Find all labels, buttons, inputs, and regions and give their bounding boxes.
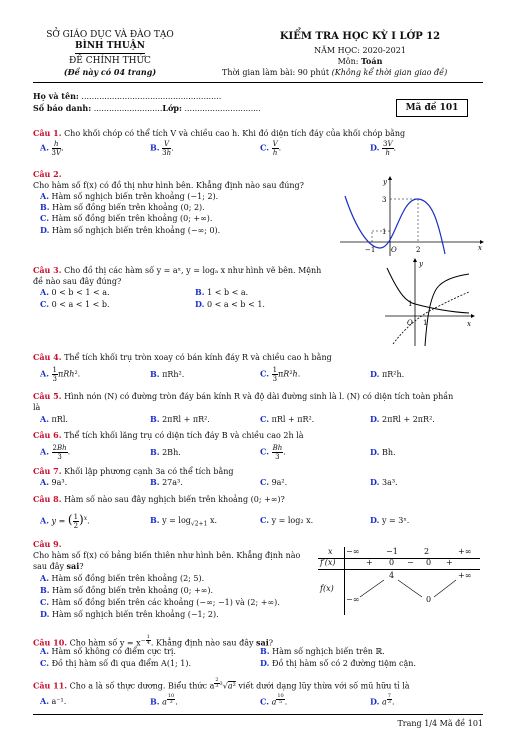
time-label: Thời gian làm bài: 90 phút xyxy=(222,68,332,77)
question-2: Cho hàm số f(x) có đồ thị như hình bên. Khẳng định nào sau đúng? xyxy=(33,181,304,190)
q5-answer-c[interactable]: C. πRl + πR². xyxy=(260,414,315,424)
header-rule-left xyxy=(75,53,145,54)
svg-text:2: 2 xyxy=(416,246,421,254)
question-7: Câu 7. Khối lập phương cạnh 3a có thể tích bằng xyxy=(33,466,234,476)
question-5: Câu 5. Hình nón (N) có đường tròn đáy bán kính R và độ dài đường sinh là l. (N) có diện tích toàn phần xyxy=(33,391,454,401)
school-year: NĂM HỌC: 2020-2021 xyxy=(314,46,406,55)
question-1: Câu 1. Cho khối chóp có thể tích V và chiều cao h. Khi đó diện tích đáy của khối chóp bằng xyxy=(33,128,406,138)
dept-line1: SỞ GIÁO DỤC VÀ ĐÀO TẠO xyxy=(46,30,174,40)
q4-answer-a[interactable]: A. $\frac{1}{3}$ πRh². xyxy=(40,366,81,383)
q3-answer-b[interactable]: B. 1 < b < a. xyxy=(195,287,249,297)
q10-answer-b[interactable]: B. Hàm số nghịch biến trên ℝ. xyxy=(260,646,385,656)
q1-answer-d[interactable]: D. $\frac{3V}{h}$ . xyxy=(370,140,397,157)
q7-answer-b[interactable]: B. 27a³. xyxy=(150,477,183,487)
q8-answer-c[interactable]: C. y = log₂ x. xyxy=(260,515,314,525)
svg-text:1: 1 xyxy=(382,228,387,236)
svg-text:x: x xyxy=(467,320,471,328)
q5-answer-a[interactable]: A. πRl. xyxy=(40,414,68,424)
question-4: Câu 4. Thể tích khối trụ tròn xoay có bán kính đáy R và chiều cao h bằng xyxy=(33,352,332,362)
q6-answer-c[interactable]: C. $\frac{Bh}{3}$ . xyxy=(260,444,286,461)
id-dots[interactable]: ........................... xyxy=(93,104,163,113)
svg-text:y: y xyxy=(383,178,387,186)
class-dots[interactable]: .............................. xyxy=(184,104,261,113)
question-5-line2: là xyxy=(33,403,41,412)
pages-note: (Đề này có 04 trang) xyxy=(63,67,157,77)
class-label: Lớp: xyxy=(162,103,182,113)
svg-text:O: O xyxy=(391,246,397,254)
q2-answer-a[interactable]: A. Hàm số nghịch biến trên khoảng (−1; 2). xyxy=(40,191,219,201)
q5-answer-b[interactable]: B. 2πRl + πR². xyxy=(150,414,210,424)
svg-text:3: 3 xyxy=(382,196,387,204)
q8-answer-b[interactable]: B. $y = \log_{√2+1} x$. xyxy=(150,515,218,528)
question-3: Câu 3. Cho đồ thị các hàm số y = aˣ, y = logₐ x như hình vẽ bên. Mệnh xyxy=(33,265,322,275)
q10-answer-c[interactable]: C. Đồ thị hàm số đi qua điểm A(1; 1). xyxy=(40,658,192,668)
header-rule xyxy=(33,82,483,83)
q1-answer-a[interactable]: A. $\frac{h}{3V}$ . xyxy=(40,140,64,157)
time-note: (Không kể thời gian giao đề) xyxy=(331,68,448,77)
q6-answer-d[interactable]: D. Bh. xyxy=(370,447,396,457)
question-9-line2: sau đây sai? xyxy=(33,561,84,571)
q11-answer-b[interactable]: B. a $^{\frac{10}{3}}$ . xyxy=(150,693,178,707)
q6-answer-a[interactable]: A. $\frac{2Bh}{3}$ . xyxy=(40,444,71,461)
q4-answer-c[interactable]: C. $\frac{1}{3}$ πR²h. xyxy=(260,366,301,383)
graph-q3-exp-curve xyxy=(387,268,469,313)
subject: Toán xyxy=(361,56,383,66)
q10-answer-d[interactable]: D. Đồ thị hàm số có 2 đường tiệm cận. xyxy=(260,658,416,668)
q9-answer-b[interactable]: B. Hàm số đồng biến trên khoảng (0; +∞). xyxy=(40,585,213,595)
name-label: Họ và tên: xyxy=(33,91,79,101)
q2-answer-c[interactable]: C. Hàm số đồng biến trên khoảng (0; +∞). xyxy=(40,213,213,223)
question-10: Câu 10. Cho hàm số $y = x^{- \frac{1}{4}}$ . Khẳng định nào sau đây sai? xyxy=(33,634,274,648)
q4-answer-d[interactable]: D. πR²h. xyxy=(370,369,405,379)
exam-code-box: Mã đề 101 xyxy=(396,99,468,117)
exam-title: KIỂM TRA HỌC KỲ I LỚP 12 xyxy=(279,31,441,42)
q3-answer-c[interactable]: C. 0 < a < 1 < b. xyxy=(40,299,110,309)
variation-table: x f′(x) f(x) −∞ −1 2 +∞ + 0 − 0 + −∞ 4 0 +∞ xyxy=(318,547,484,617)
page-footer: Trang 1/4 Mã đề 101 xyxy=(397,719,483,728)
q10-answer-a[interactable]: A. Hàm số không có điểm cực trị. xyxy=(40,646,176,656)
id-line xyxy=(33,103,261,114)
id-label: Số báo danh: xyxy=(33,103,92,113)
svg-text:1: 1 xyxy=(408,300,413,308)
svg-text:1: 1 xyxy=(423,319,428,327)
dept-line2: BÌNH THUẬN xyxy=(75,41,145,51)
q7-answer-c[interactable]: C. 9a². xyxy=(260,477,288,487)
svg-text:x: x xyxy=(478,244,482,252)
official-label: ĐỀ CHÍNH THỨC xyxy=(69,56,151,66)
q1-answer-c[interactable]: C. $\frac{V}{h}$ . xyxy=(260,140,282,157)
svg-text:−1: −1 xyxy=(365,246,376,254)
question-6: Câu 6. Thể tích khối lăng trụ có diện tích đáy B và chiều cao 2h là xyxy=(33,430,304,440)
question-9-label: Câu 9. xyxy=(33,539,62,549)
question-11: Câu 11. Cho a là số thực dương. Biểu thức a $^{\frac{2}{3}}$ $^3$√a² viết dưới dạng lũy thừa với số mũ hữu tỉ là xyxy=(33,677,410,691)
q7-answer-a[interactable]: A. 9a³. xyxy=(40,477,68,487)
q5-answer-d[interactable]: D. 2πRl + 2πR². xyxy=(370,414,435,424)
q7-answer-d[interactable]: D. 3a³. xyxy=(370,477,398,487)
q9-answer-a[interactable]: A. Hàm số đồng biến trên khoảng (2; 5). xyxy=(40,573,205,583)
q11-answer-d[interactable]: D. a $^{\frac{7}{3}}$ . xyxy=(370,693,395,707)
graph-q3-log-curve xyxy=(425,274,469,346)
q1-answer-b[interactable]: B. $\frac{V}{3h}$ . xyxy=(150,140,174,157)
question-9: Cho hàm số f(x) có bảng biến thiên như hình bên. Khẳng định nào xyxy=(33,551,301,560)
q2-answer-d[interactable]: D. Hàm số nghịch biến trên khoảng (−∞; 0). xyxy=(40,225,221,235)
question-8: Câu 8. Hàm số nào sau đây nghịch biến trên khoảng (0; +∞)? xyxy=(33,494,285,504)
graph-q3 xyxy=(385,258,475,348)
svg-text:y: y xyxy=(419,260,423,268)
q9-answer-d[interactable]: D. Hàm số nghịch biến trên khoảng (−1; 2). xyxy=(40,609,219,619)
q11-answer-a[interactable]: A. a⁻¹. xyxy=(40,696,67,706)
subject-label: Môn: xyxy=(337,57,362,66)
question-3-line2: đề nào sau đây đúng? xyxy=(33,277,122,286)
name-dots[interactable]: ....................................................... xyxy=(81,92,222,101)
name-line xyxy=(33,91,221,102)
time-line xyxy=(222,67,492,78)
q8-answer-a[interactable]: A. y = ( $\frac{1}{2}$ )$^x$. xyxy=(40,512,90,531)
graph-q2 xyxy=(340,176,485,256)
q11-answer-c[interactable]: C. a $^{\frac{10}{5}}$ . xyxy=(260,693,288,707)
q4-answer-b[interactable]: B. πRh². xyxy=(150,369,185,379)
q3-answer-a[interactable]: A. 0 < b < 1 < a. xyxy=(40,287,110,297)
svg-text:O: O xyxy=(407,319,413,327)
q6-answer-b[interactable]: B. 2Bh. xyxy=(150,447,181,457)
subject-line xyxy=(240,56,480,67)
footer-rule xyxy=(33,714,483,715)
q8-answer-d[interactable]: D. y = 3ˣ. xyxy=(370,515,410,525)
q2-answer-b[interactable]: B. Hàm số đồng biến trên khoảng (0; 2). xyxy=(40,202,205,212)
q3-answer-d[interactable]: D. 0 < a < b < 1. xyxy=(195,299,265,309)
q9-answer-c[interactable]: C. Hàm số đồng biến trên các khoảng (−∞; −1) và (2; +∞). xyxy=(40,597,280,607)
question-2-label: Câu 2. xyxy=(33,169,62,179)
